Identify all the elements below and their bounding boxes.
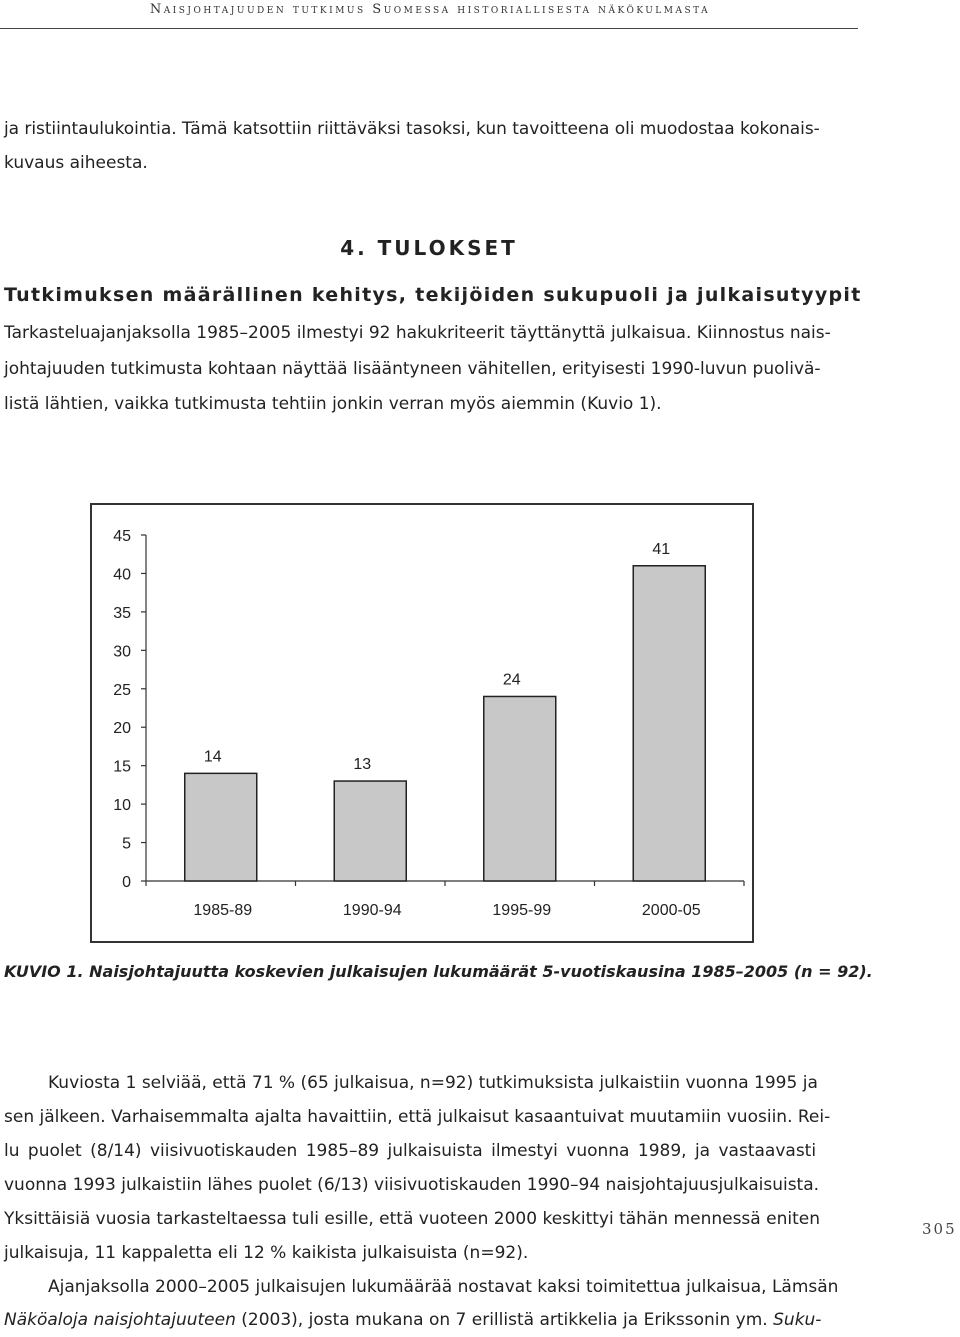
y-tick-label: 10 — [113, 797, 131, 815]
y-tick-label: 20 — [113, 720, 131, 738]
x-category-label: 1995-99 — [492, 902, 552, 919]
bar — [334, 781, 406, 881]
bar-value-label: 24 — [502, 671, 521, 689]
bar — [185, 773, 257, 881]
subheading: Tutkimuksen määrällinen kehitys, tekijöiden sukupuoli ja julkaisutyypit — [4, 284, 862, 306]
x-category-label: 1985-89 — [193, 902, 253, 919]
figure-frame — [90, 503, 754, 943]
intro-line-1: ja ristiintaulukointia. Tämä katsottiin riittäväksi tasoksi, kun tavoitteena oli muodostaa kokonais- — [4, 119, 820, 139]
header-rule — [0, 28, 858, 29]
body-line-7: Ajanjaksolla 2000–2005 julkaisujen lukumäärää nostavat kaksi toimitettua julkaisua, Lämsän — [48, 1277, 839, 1297]
page-number: 305 — [922, 1220, 957, 1238]
body-line-8 — [4, 1303, 821, 1337]
y-tick-label: 25 — [113, 681, 131, 699]
y-tick-label: 45 — [113, 528, 131, 545]
intro-line-2: kuvaus aiheesta. — [4, 153, 148, 173]
y-tick-label: 0 — [122, 874, 131, 891]
y-tick-label: 30 — [113, 643, 131, 661]
continued-title: Suku- — [773, 1310, 822, 1330]
y-tick-label: 35 — [113, 604, 131, 622]
caption-text: Naisjohtajuutta koskevien julkaisujen lukumäärät 5-vuotiskausina 1985–2005 (n = 92). — [89, 962, 873, 981]
figure-caption — [4, 962, 873, 981]
section-heading: 4. TULOKSET — [340, 236, 518, 260]
body-line-6: julkaisuja, 11 kappaletta eli 12 % kaikista julkaisuista (n=92). — [4, 1243, 529, 1263]
bar-value-label: 13 — [353, 756, 372, 774]
x-category-label: 2000-05 — [641, 902, 701, 919]
bar-chart — [92, 505, 752, 941]
body-line-3: lu puolet (8/14) viisivuotiskauden 1985–89 julkaisuista ilmestyi vuonna 1989, ja vastaavasti — [4, 1141, 817, 1161]
results-line-2: johtajuuden tutkimusta kohtaan näyttää lisääntyneen vähitellen, erityisesti 1990-luvun puolivä- — [4, 359, 821, 379]
bar-value-label: 41 — [652, 540, 671, 558]
y-tick-label: 40 — [113, 566, 131, 584]
results-line-3: listä lähtien, vaikka tutkimusta tehtiin jonkin verran myös aiemmin (Kuvio 1). — [4, 394, 662, 414]
y-tick-label: 5 — [122, 835, 131, 853]
bar — [484, 696, 556, 881]
results-line-1: Tarkasteluajanjaksolla 1985–2005 ilmestyi 92 hakukriteerit täyttänyttä julkaisua. Kiinnostus nais- — [4, 323, 831, 343]
book-title: Näköaloja naisjohtajuuteen — [4, 1310, 236, 1330]
bar-value-label: 14 — [203, 748, 222, 766]
body-line-1: Kuviosta 1 selviää, että 71 % (65 julkaisua, n=92) tutkimuksista julkaistiin vuonna 1995 ja — [48, 1073, 818, 1093]
y-tick-label: 15 — [113, 758, 131, 776]
caption-label: KUVIO 1. — [4, 962, 84, 981]
x-category-label: 1990-94 — [342, 902, 402, 919]
body-line-8-text: (2003), josta mukana on 7 erillistä artikkelia ja Erikssonin ym. — [235, 1310, 774, 1330]
body-line-5: Yksittäisiä vuosia tarkasteltaessa tuli esille, että vuoteen 2000 keskittyi tähän mennessä eniten — [4, 1209, 820, 1229]
running-header: Naisjohtajuuden tutkimus Suomessa historiallisesta näkökulmasta — [149, 2, 711, 17]
body-line-2: sen jälkeen. Varhaisemmalta ajalta havaittiin, että julkaisut kasaantuivat muutamiin vuosiin. Rei- — [4, 1107, 831, 1127]
bar — [633, 566, 705, 881]
body-line-4: vuonna 1993 julkaistiin lähes puolet (6/13) viisivuotiskauden 1990–94 naisjohtajuusjulkaisuista. — [4, 1175, 820, 1195]
